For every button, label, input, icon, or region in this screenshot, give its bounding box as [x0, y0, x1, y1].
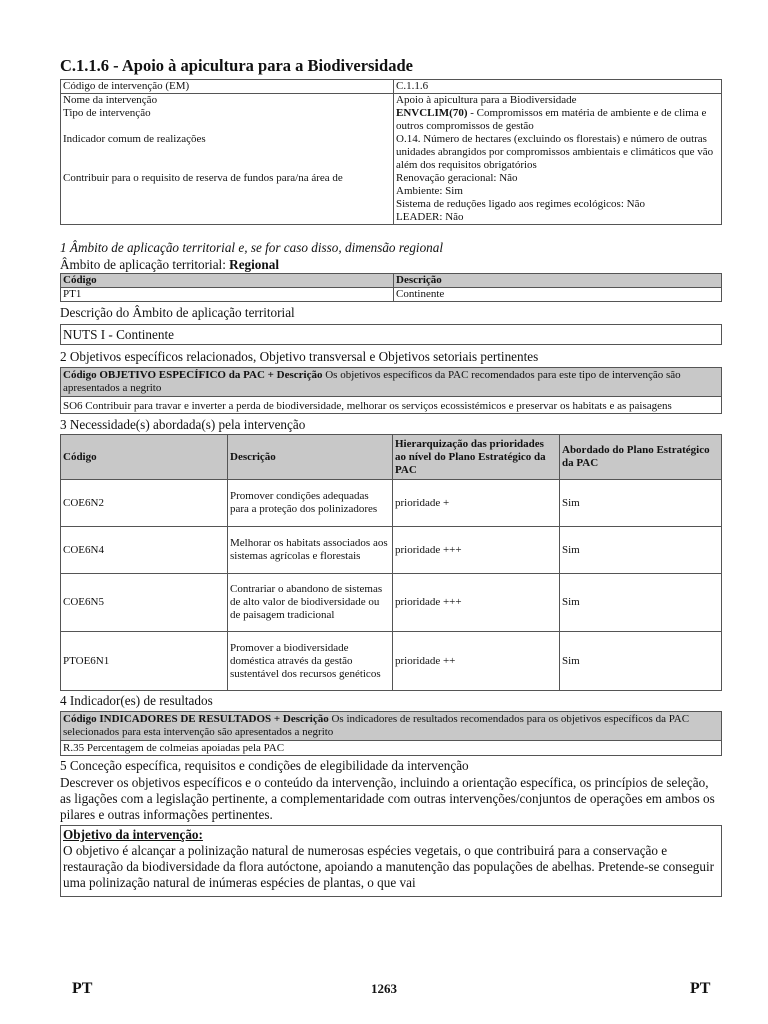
footer-language-right: PT	[690, 980, 711, 997]
info-value: O.14. Número de hectares (excluindo os florestais) e número de outras unidades abrangidos por compromissos ambientais e climáticos que vão além dos requisitos obrigatórios	[394, 133, 722, 172]
need-priority: prioridade ++	[393, 632, 560, 691]
table-header-row	[61, 368, 722, 397]
indicators-header	[61, 712, 722, 741]
column-header: Descrição	[228, 435, 393, 480]
objectives-header	[61, 368, 722, 397]
table-header-row	[61, 712, 722, 741]
table-row	[61, 741, 722, 756]
table-row	[61, 527, 722, 574]
table-row	[61, 632, 722, 691]
page-number: 1263	[371, 981, 397, 996]
indicators-header-text: Os indicadores de resultados recomendados para os objetivos específicos da PAC selecionados para esta intervenção são apresentados a negrito	[63, 713, 690, 738]
need-description: Contrariar o abandono de sistemas de alto valor de biodiversidade ou de paisagem tradicional	[228, 574, 393, 632]
column-header: Código	[61, 435, 228, 480]
need-code: PTOE6N1	[61, 632, 228, 691]
need-code: COE6N4	[61, 527, 228, 574]
territorial-scope	[60, 256, 722, 273]
info-value: C.1.1.6	[394, 80, 722, 94]
info-value	[394, 107, 722, 133]
objectives-header-text: Os objetivos específicos da PAC recomendados para este tipo de intervenção são apresentados a negrito	[63, 369, 681, 394]
info-line: Renovação geracional: Não	[396, 172, 518, 184]
need-priority: prioridade +++	[393, 574, 560, 632]
indicators-header-bold: Código INDICADORES DE RESULTADOS + Descrição	[63, 713, 329, 725]
info-line: LEADER: Não	[396, 211, 464, 223]
objectives-header-bold: Código OBJETIVO ESPECÍFICO da PAC + Descrição	[63, 369, 323, 381]
result-indicators-table	[60, 711, 722, 756]
indicator-row: R.35 Percentagem de colmeias apoiadas pela PAC	[61, 741, 722, 756]
intervention-type-code: ENVCLIM(70)	[396, 107, 468, 119]
need-addressed: Sim	[560, 574, 722, 632]
info-label: Contribuir para o requisito de reserva de fundos para/na área de	[61, 172, 394, 225]
document-page	[60, 56, 722, 897]
section-2-heading: 2 Objetivos específicos relacionados, Objetivo transversal e Objetivos setoriais pertinentes	[60, 349, 539, 364]
section-4-heading: 4 Indicador(es) de resultados	[60, 693, 213, 708]
info-label: Código de intervenção (EM)	[61, 80, 394, 94]
info-value: Apoio à apicultura para a Biodiversidade	[394, 94, 722, 108]
column-header: Descrição	[394, 274, 722, 288]
info-line: Ambiente: Sim	[396, 185, 463, 197]
need-priority: prioridade +	[393, 480, 560, 527]
intervention-info-table	[60, 79, 722, 225]
objective-title: Objetivo da intervenção:	[63, 827, 203, 842]
table-row	[61, 94, 722, 108]
need-description: Promover condições adequadas para a proteção dos polinizadores	[228, 480, 393, 527]
intervention-objective-box	[60, 825, 722, 897]
scope-value: Regional	[229, 257, 279, 272]
need-addressed: Sim	[560, 632, 722, 691]
column-header: Abordado do Plano Estratégico da PAC	[560, 435, 722, 480]
needs-table	[60, 434, 722, 691]
intervention-type-text: - Compromissos em matéria de ambiente e de clima e outros compromissos de gestão	[396, 107, 707, 132]
table-row	[61, 288, 722, 302]
column-header: Código	[61, 274, 394, 288]
need-code: COE6N5	[61, 574, 228, 632]
section-5-description: Descrever os objetivos específicos e o conteúdo da intervenção, incluindo a orientação específica, os princípios de seleção, as ligações com a legislação pertinente, a complementaridade com outras intervenções/conjuntos de operações em ambos os pilares e outras informações pertinentes.	[60, 775, 715, 822]
scope-label: Âmbito de aplicação territorial:	[60, 257, 230, 272]
page-footer	[0, 980, 768, 1004]
territorial-table	[60, 273, 722, 302]
table-cell: PT1	[61, 288, 394, 302]
need-description: Promover a biodiversidade doméstica através da gestão sustentável dos recursos genéticos	[228, 632, 393, 691]
territorial-description-heading: Descrição do Âmbito de aplicação territorial	[60, 305, 295, 320]
table-cell: Continente	[394, 288, 722, 302]
territorial-description-value: NUTS I - Continente	[60, 324, 722, 345]
need-priority: prioridade +++	[393, 527, 560, 574]
table-row	[61, 172, 722, 225]
table-header-row	[61, 435, 722, 480]
info-value	[394, 172, 722, 225]
section-1-heading: 1 Âmbito de aplicação territorial e, se for caso disso, dimensão regional	[60, 240, 444, 255]
table-row	[61, 480, 722, 527]
info-label: Tipo de intervenção	[61, 107, 394, 133]
objective-row: SO6 Contribuir para travar e inverter a perda de biodiversidade, melhorar os serviços ecossistémicos e preservar os habitats e as paisagens	[61, 397, 722, 414]
need-description: Melhorar os habitats associados aos sistemas agrícolas e florestais	[228, 527, 393, 574]
intervention-title: C.1.1.6 - Apoio à apicultura para a Biodiversidade	[60, 56, 413, 75]
table-row	[61, 80, 722, 94]
table-row	[61, 133, 722, 172]
info-line: Sistema de reduções ligado aos regimes ecológicos: Não	[396, 198, 645, 210]
column-header: Hierarquização das prioridades ao nível do Plano Estratégico da PAC	[393, 435, 560, 480]
section-3-heading: 3 Necessidade(s) abordada(s) pela intervenção	[60, 417, 306, 432]
table-row	[61, 397, 722, 414]
need-code: COE6N2	[61, 480, 228, 527]
info-label: Indicador comum de realizações	[61, 133, 394, 172]
footer-language-left: PT	[72, 980, 93, 997]
info-label: Nome da intervenção	[61, 94, 394, 108]
objective-text: O objetivo é alcançar a polinização natural de numerosas espécies vegetais, o que contribuirá para a conservação e restauração da biodiversidade da flora autóctone, apoiando a manutenção das populações de abelhas. Pretende-se conseguir uma polinização natural de inúmeras espécies de plantas, o que vai	[63, 843, 715, 890]
table-header-row	[61, 274, 722, 288]
need-addressed: Sim	[560, 527, 722, 574]
objectives-table	[60, 367, 722, 414]
table-row	[61, 574, 722, 632]
table-row	[61, 107, 722, 133]
need-addressed: Sim	[560, 480, 722, 527]
section-5-heading: 5 Conceção específica, requisitos e condições de elegibilidade da intervenção	[60, 758, 469, 773]
